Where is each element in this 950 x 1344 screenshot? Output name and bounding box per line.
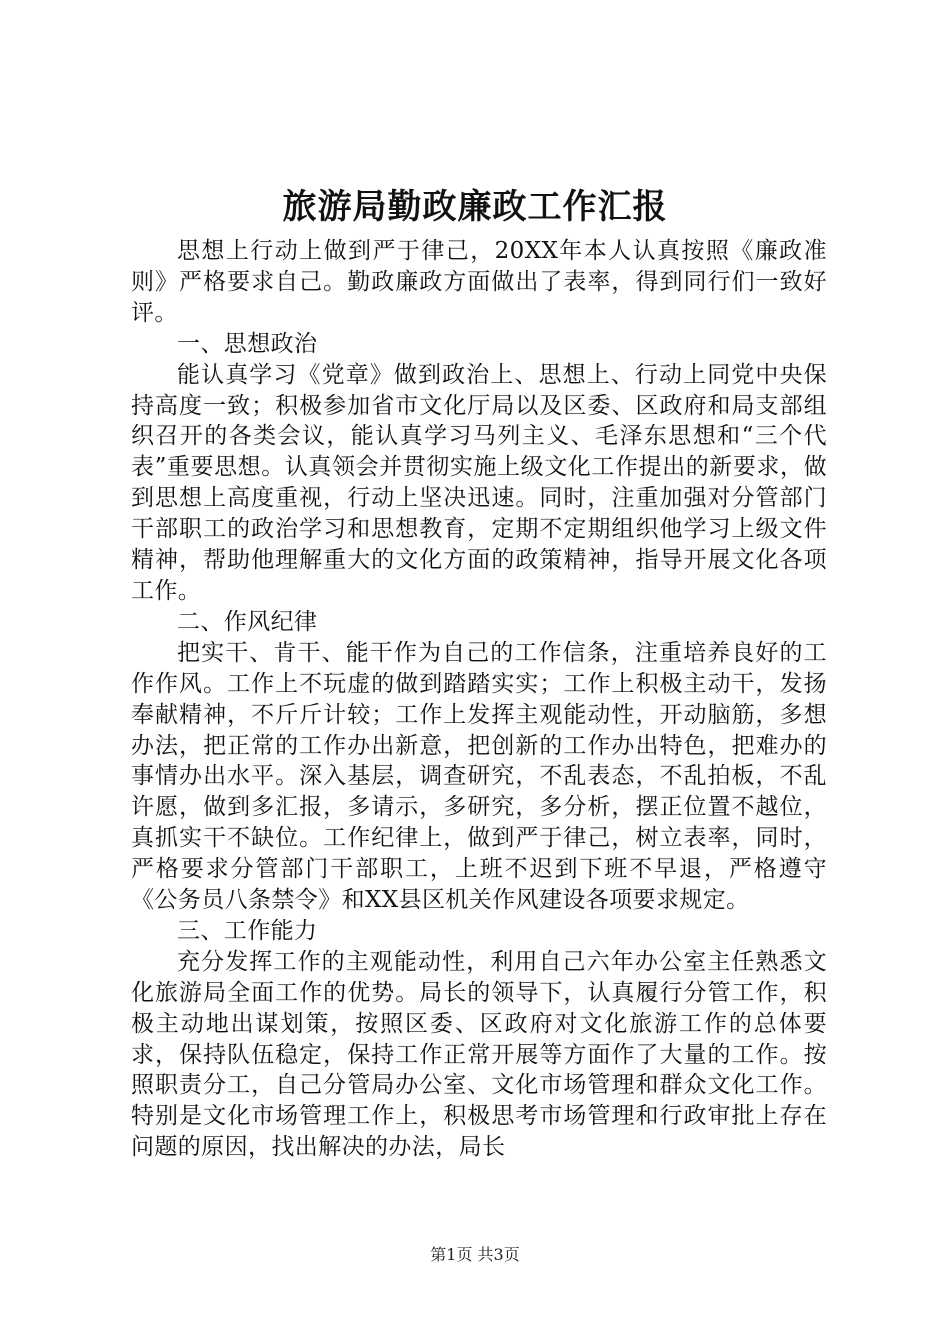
section-heading-ability: 三、工作能力 — [177, 917, 318, 944]
document-body — [131, 236, 827, 1163]
intro-paragraph: 思想上行动上做到严于律己，20XX年本人认真按照《廉政准则》严格要求自己。勤政廉政方面做出了表率，得到同行们一致好评。 — [131, 238, 827, 326]
section-paragraph-ideology: 能认真学习《党章》做到政治上、思想上、行动上同党中央保持高度一致；积极参加省市文化厅局以及区委、区政府和局支部组织召开的各类会议，能认真学习马列主义、毛泽东思想和“三个代表”重要思想。认真领会并贯彻实施上级文化工作提出的新要求，做到思想上高度重视，行动上坚决迅速。同时，注重加强对分管部门干部职工的政治学习和思想教育，定期不定期组织他学习上级文件精神，帮助他理解重大的文化方面的政策精神，指导开展文化各项工作。 — [131, 361, 827, 604]
document-title: 旅游局勤政廉政工作汇报 — [282, 187, 668, 227]
section-heading-discipline: 二、作风纪律 — [177, 608, 318, 635]
section-paragraph-ability: 充分发挥工作的主观能动性，利用自己六年办公室主任熟悉文化旅游局全面工作的优势。局长的领导下，认真履行分管工作，积极主动地出谋划策，按照区委、区政府对文化旅游工作的总体要求，保持队伍稳定，保持工作正常开展等方面作了大量的工作。按照职责分工，自己分管局办公室、文化市场管理和群众文化工作。特别是文化市场管理工作上，积极思考市场管理和行政审批上存在问题的原因，找出解决的办法，局长 — [131, 948, 827, 1161]
section-heading-ideology: 一、思想政治 — [177, 330, 318, 357]
page-number-footer: 第1页 共3页 — [430, 1245, 520, 1264]
section-paragraph-discipline: 把实干、肯干、能干作为自己的工作信条，注重培养良好的工作作风。工作上不玩虚的做到踏踏实实；工作上积极主动干，发扬奉献精神，不斤斤计较；工作上发挥主观能动性，开动脑筋，多想办法，把正常的工作办出新意，把创新的工作办出特色，把难办的事情办出水平。深入基层，调查研究，不乱表态，不乱拍板，不乱许愿，做到多汇报，多请示，多研究，多分析，摆正位置不越位，真抓实干不缺位。工作纪律上，做到严于律己，树立表率，同时，严格要求分管部门干部职工，上班不迟到下班不早退，严格遵守《公务员八条禁令》和XX县区机关作风建设各项要求规定。 — [131, 639, 827, 914]
